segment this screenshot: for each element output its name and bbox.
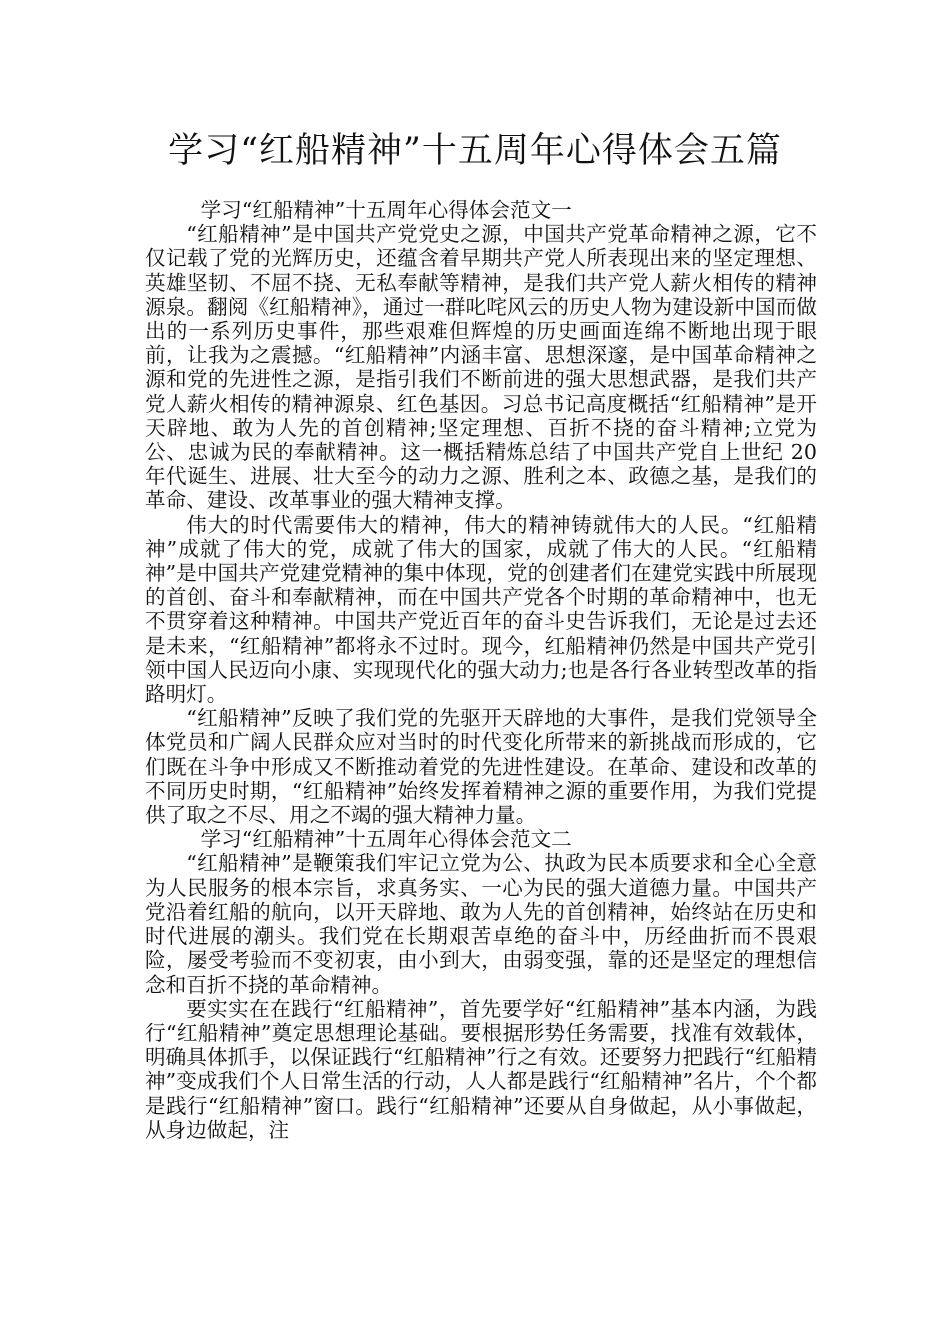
paragraph: 要实实在在践行“红船精神”，首先要学好“红船精神”基本内涵，为践行“红船精神”奠定思想理论基础。要根据形势任务需要，找准有效载体，明确具体抓手，以保证践行“红船精神”行之有效。还要努力把践行“红船精神”变成我们个人日常生活的行动，人人都是践行“红船精神”名片，个个都是践行“红船精神”窗口。践行“红船精神”还要从自身做起，从小事做起，从身边做起，注 bbox=[145, 996, 818, 1142]
document-body bbox=[145, 198, 817, 1142]
section-heading-2: 学习“红船精神”十五周年心得体会范文二 bbox=[200, 827, 572, 852]
section-heading-1: 学习“红船精神”十五周年心得体会范文一 bbox=[200, 198, 572, 222]
paragraph: 伟大的时代需要伟大的精神，伟大的精神铸就伟大的人民。“红船精神”成就了伟大的党，成就了伟大的国家，成就了伟大的人民。“红船精神”是中国共产党建党精神的集中体现，党的创建者们在建党实践中所展现的首创、奋斗和奉献精神，而在中国共产党各个时期的革命精神中，也无不贯穿着这种精神。中国共产党近百年的奋斗史告诉我们，无论是过去还是未来，“红船精神”都将永不过时。现今，红船精神仍然是中国共产党引领中国人民迈向小康、实现现代化的强大动力;也是各行各业转型改革的指路明灯。 bbox=[145, 512, 817, 707]
paragraph: “红船精神”反映了我们党的先驱开天辟地的大事件，是我们党领导全体党员和广阔人民群众应对当时的时代变化所带来的新挑战而形成的，它们既在斗争中形成又不断推动着党的先进性建设。在革命、建设和改革的不同历史时期，“红船精神”始终发挥着精神之源的重要作用，为我们党提供了取之不尽、用之不竭的强大精神力量。 bbox=[145, 706, 817, 828]
paragraph: “红船精神”是中国共产党党史之源，中国共产党革命精神之源，它不仅记载了党的光辉历史，还蕴含着早期共产党人所表现出来的坚定理想、英雄坚韧、不屈不挠、无私奉献等精神，是我们共产党人薪火相传的精神源泉。翻阅《红船精神》，通过一群叱咤风云的历史人物为建设新中国而做出的一系列历史事件，那些艰难但辉煌的历史画面连绵不断地出现于眼前，让我为之震撼。“红船精神”内涵丰富、思想深邃，是中国革命精神之源和党的先进性之源，是指引我们不断前进的强大思想武器，是我们共产党人薪火相传的精神源泉、红色基因。习总书记高度概括“红船精神”是开天辟地、敢为人先的首创精神;坚定理想、百折不挠的奋斗精神;立党为公、忠诚为民的奉献精神。这一概括精炼总结了中国共产党自上世纪 20 年代诞生、进展、壮大至今的动力之源、胜利之本、政德之基，是我们的革命、建设、改革事业的强大精神支撑。 bbox=[145, 222, 817, 513]
paragraph: “红船精神”是鞭策我们牢记立党为公、执政为民本质要求和全心全意为人民服务的根本宗旨，求真务实、一心为民的强大道德力量。中国共产党沿着红船的航向，以开天辟地、敢为人先的首创精神，始终站在历史和时代进展的潮头。我们党在长期艰苦卓绝的奋斗中，历经曲折而不畏艰险，屡受考验而不变初衷，由小到大，由弱变强，靠的还是坚定的理想信念和百折不挠的革命精神。 bbox=[145, 851, 817, 997]
document-title: 学习“红船精神”十五周年心得体会五篇 bbox=[168, 131, 782, 171]
